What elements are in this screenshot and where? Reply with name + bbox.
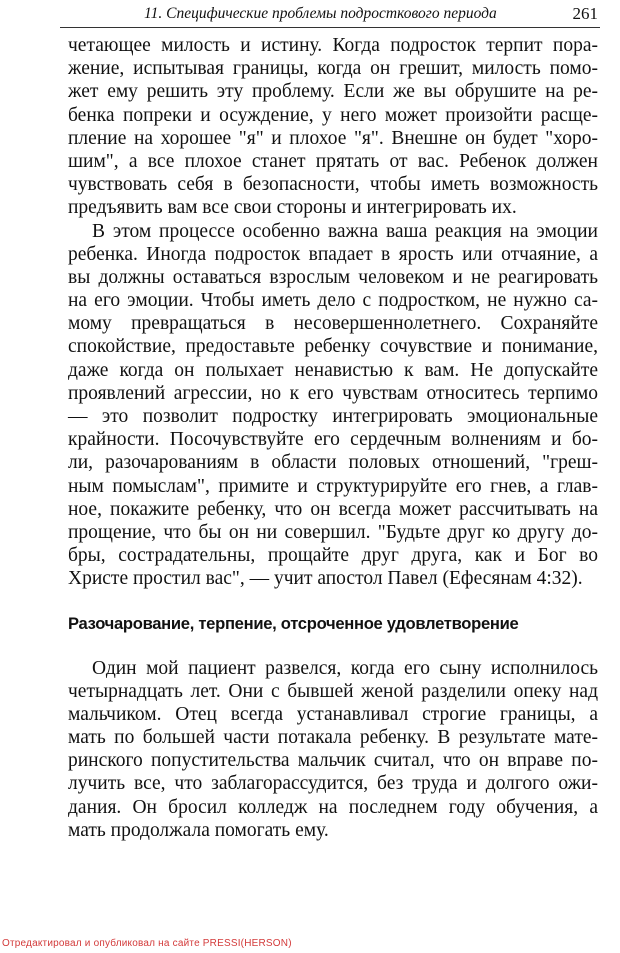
text-line: ным помыслам", примите и структурируйте его гнев, а глав- bbox=[68, 475, 598, 497]
text-line: лучить все, что заблагорассудится, без труда и долгого ожи- bbox=[68, 773, 598, 795]
body-text bbox=[68, 34, 598, 842]
text-line: мать по большей части потакала ребенку. В результате мате- bbox=[68, 727, 598, 749]
text-line: жет ему решить эту проблему. Если же вы обрушите на ре- bbox=[68, 81, 598, 103]
text-line: крайности. Посочувствуйте его сердечным волнениям и бо- bbox=[68, 429, 598, 451]
text-line: мальчиком. Отец всегда устанавливал строгие границы, а bbox=[68, 703, 598, 725]
page-number: 261 bbox=[572, 4, 598, 23]
text-line: на его эмоции. Чтобы иметь дело с подростком, не нужно са- bbox=[68, 290, 598, 312]
text-line: предъявить вам все свои стороны и интегрировать их. bbox=[68, 197, 517, 219]
running-title: 11. Специфические проблемы подросткового периода bbox=[144, 5, 497, 22]
text-line: Один мой пациент развелся, когда его сыну исполнилось bbox=[92, 657, 598, 679]
text-line: шим", а все плохое станет прятать от вас. Ребенок должен bbox=[68, 150, 598, 172]
text-line: дания. Он бросил колледж на последнем году обучения, а bbox=[68, 796, 598, 818]
text-line: спокойствие, предоставьте ребенку сочувствие и понимание, bbox=[68, 336, 598, 358]
text-line: бенка попреки и осуждение, у него может произойти расще- bbox=[68, 104, 598, 126]
text-line: проявлений агрессии, но к его чувствам относитесь терпимо bbox=[68, 382, 598, 404]
paragraph-3 bbox=[68, 657, 598, 843]
text-line: бры, сострадательны, прощайте друг друга, как и Бог во bbox=[68, 545, 598, 567]
text-line: мому превращаться в несовершеннолетнего. Сохраняйте bbox=[68, 313, 598, 335]
section-heading: Разочарование, терпение, отсроченное удовлетворение bbox=[68, 613, 519, 633]
text-line: чувствовать себя в безопасности, чтобы иметь возможность bbox=[68, 174, 598, 196]
text-line: пление на хорошее "я" и плохое "я". Внешне он будет "хоро- bbox=[68, 127, 598, 149]
footer-note: Отредактировал и опубликовал на сайте PRESSI(HERSON) bbox=[2, 938, 292, 949]
text-line: мать продолжала помогать ему. bbox=[68, 819, 329, 841]
text-line: даже когда он полыхает ненавистью к вам. Не допускайте bbox=[68, 359, 598, 381]
text-line: ли, разочарованиям в области половых отношений, "греш- bbox=[68, 452, 598, 474]
text-line: ное, покажите ребенку, что он всегда может рассчитывать на bbox=[68, 498, 598, 520]
text-line: вы должны оставаться взрослым человеком и не реагировать bbox=[68, 266, 598, 288]
paragraph-1 bbox=[68, 34, 598, 220]
text-line: четающее милость и истину. Когда подросток терпит пора- bbox=[68, 35, 598, 56]
text-line: жение, испытывая границы, когда он грешит, милость помо- bbox=[68, 58, 598, 80]
text-line: В этом процессе особенно важна ваша реакция на эмоции bbox=[92, 220, 598, 242]
text-line: прощение, что бы он ни совершил. "Будьте друг ко другу до- bbox=[68, 521, 598, 543]
running-header bbox=[60, 3, 600, 28]
text-line: ребенка. Иногда подросток впадает в ярость или отчаяние, а bbox=[68, 243, 598, 265]
text-line: Христе простил вас", — учит апостол Павел (Ефесянам 4:32). bbox=[68, 568, 583, 590]
text-line: — это позволит подростку интегрировать эмоциональные bbox=[68, 406, 598, 427]
paragraph-2 bbox=[68, 220, 598, 591]
text-line: четырнадцать лет. Они с бывшей женой разделили опеку над bbox=[68, 680, 598, 702]
text-line: ринского попустительства мальчик считал, что он вправе по- bbox=[68, 750, 598, 772]
